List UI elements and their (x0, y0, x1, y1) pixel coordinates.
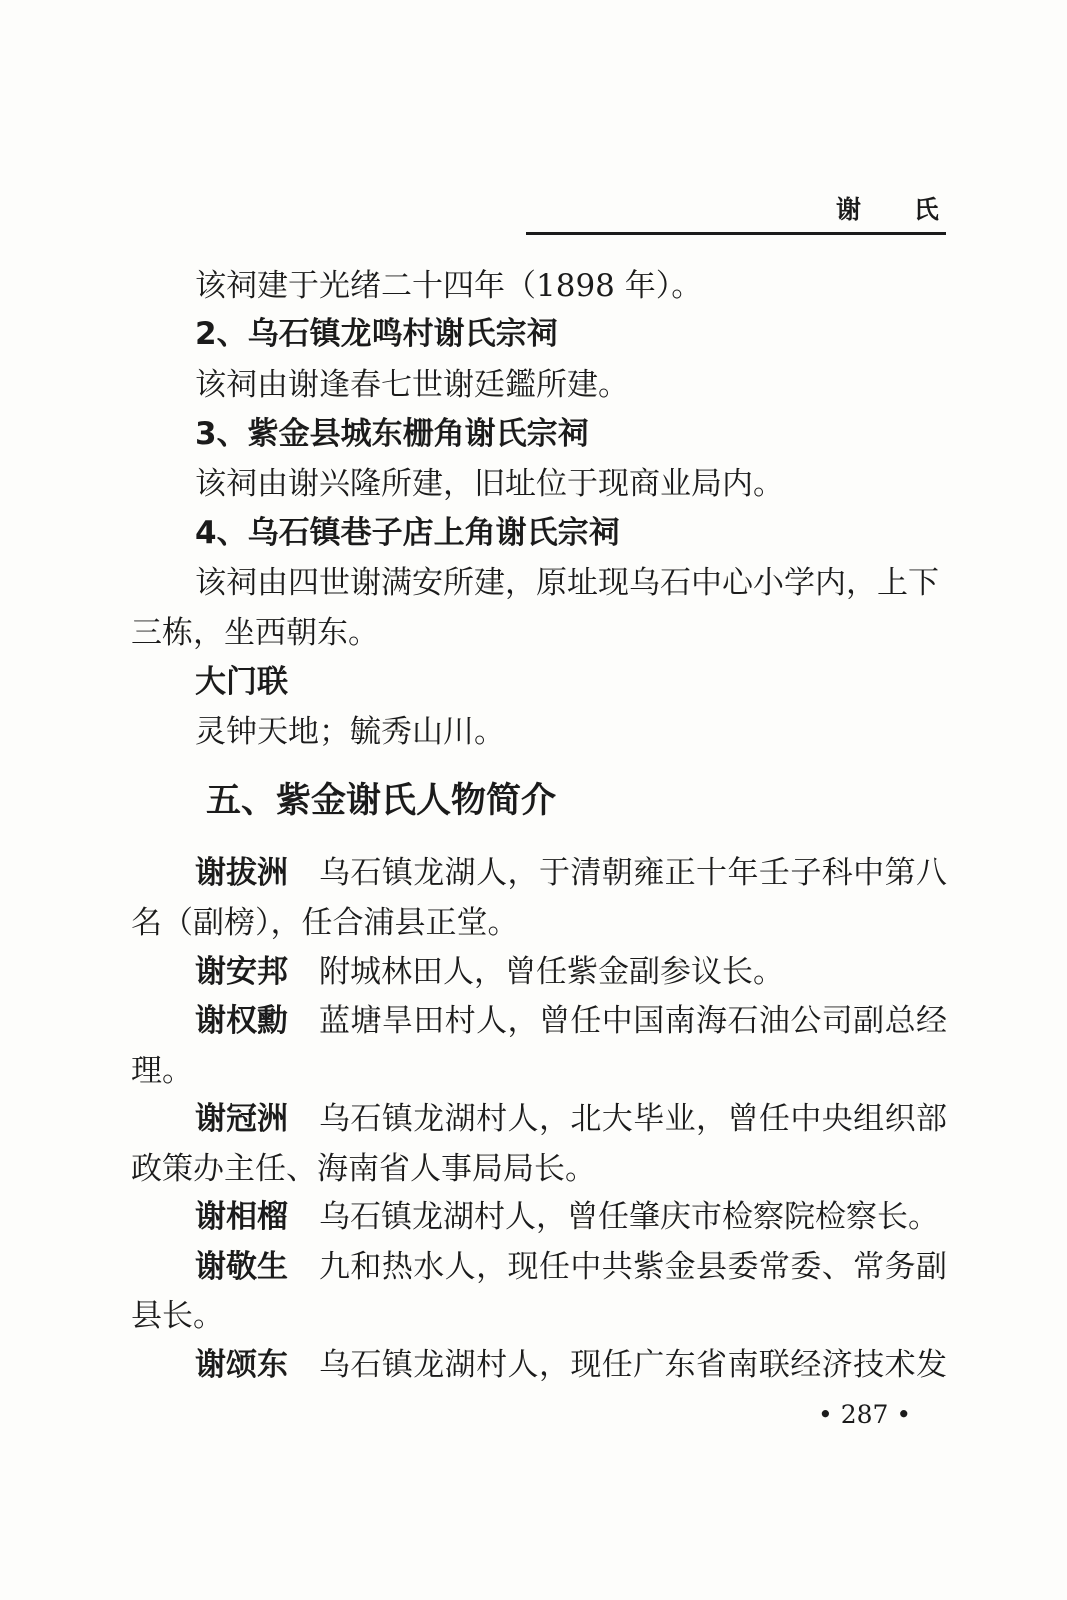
person-description: 蓝塘旱田村人，曾任中国南海石油公司副总经 (319, 1003, 947, 1039)
person-name: 谢敬生 (195, 1249, 288, 1285)
person-description: 九和热水人，现任中共紫金县委常委、常务副 (319, 1249, 947, 1285)
person-name: 谢冠洲 (195, 1101, 288, 1137)
paragraph-line: 三栋，坐西朝东。 (131, 615, 379, 651)
person-description: 乌石镇龙湖村人，现任广东省南联经济技术发 (319, 1347, 947, 1383)
person-name: 谢权勳 (195, 1003, 288, 1039)
running-header: 谢 氏 (836, 195, 961, 224)
person-entry (195, 1345, 947, 1385)
person-description-cont: 理。 (131, 1053, 193, 1089)
person-description-cont: 政策办主任、海南省人事局局长。 (131, 1151, 596, 1187)
person-entry (195, 853, 947, 893)
person-entry (195, 1001, 947, 1041)
couplet-text: 灵钟天地；毓秀山川。 (195, 714, 505, 750)
person-description-cont: 县长。 (131, 1298, 224, 1334)
person-entry (195, 1099, 947, 1139)
person-description: 乌石镇龙湖村人，北大毕业，曾任中央组织部 (319, 1101, 947, 1137)
person-name: 谢安邦 (195, 954, 288, 990)
person-name: 谢相榴 (195, 1199, 288, 1235)
section-heading: 五、紫金谢氏人物简介 (206, 781, 557, 821)
subheading-ancestral-hall-2: 2、乌石镇龙鸣村谢氏宗祠 (195, 316, 558, 352)
person-description: 乌石镇龙湖村人，曾任肇庆市检察院检察长。 (319, 1199, 939, 1235)
person-entry (195, 952, 784, 992)
page-number: • 287 • (818, 1400, 912, 1429)
header-rule (526, 232, 946, 235)
paragraph-line: 该祠由谢兴隆所建，旧址位于现商业局内。 (195, 466, 784, 502)
paragraph-line: 该祠由谢逢春七世谢廷鑑所建。 (195, 367, 629, 403)
person-entry (195, 1247, 947, 1287)
paragraph-line: 该祠由四世谢满安所建，原址现乌石中心小学内，上下 (195, 565, 939, 601)
person-description-cont: 名（副榜），任合浦县正堂。 (131, 905, 519, 941)
person-entry (195, 1197, 939, 1237)
couplet-label: 大门联 (195, 664, 288, 700)
person-description: 附城林田人，曾任紫金副参议长。 (319, 954, 784, 990)
subheading-ancestral-hall-3: 3、紫金县城东栅角谢氏宗祠 (195, 416, 589, 452)
subheading-ancestral-hall-4: 4、乌石镇巷子店上角谢氏宗祠 (195, 515, 620, 551)
person-description: 乌石镇龙湖人，于清朝雍正十年壬子科中第八 (319, 855, 947, 891)
paragraph-line: 该祠建于光绪二十四年（1898 年）。 (195, 268, 703, 304)
person-name: 谢拔洲 (195, 855, 288, 891)
person-name: 谢颂东 (195, 1347, 288, 1383)
